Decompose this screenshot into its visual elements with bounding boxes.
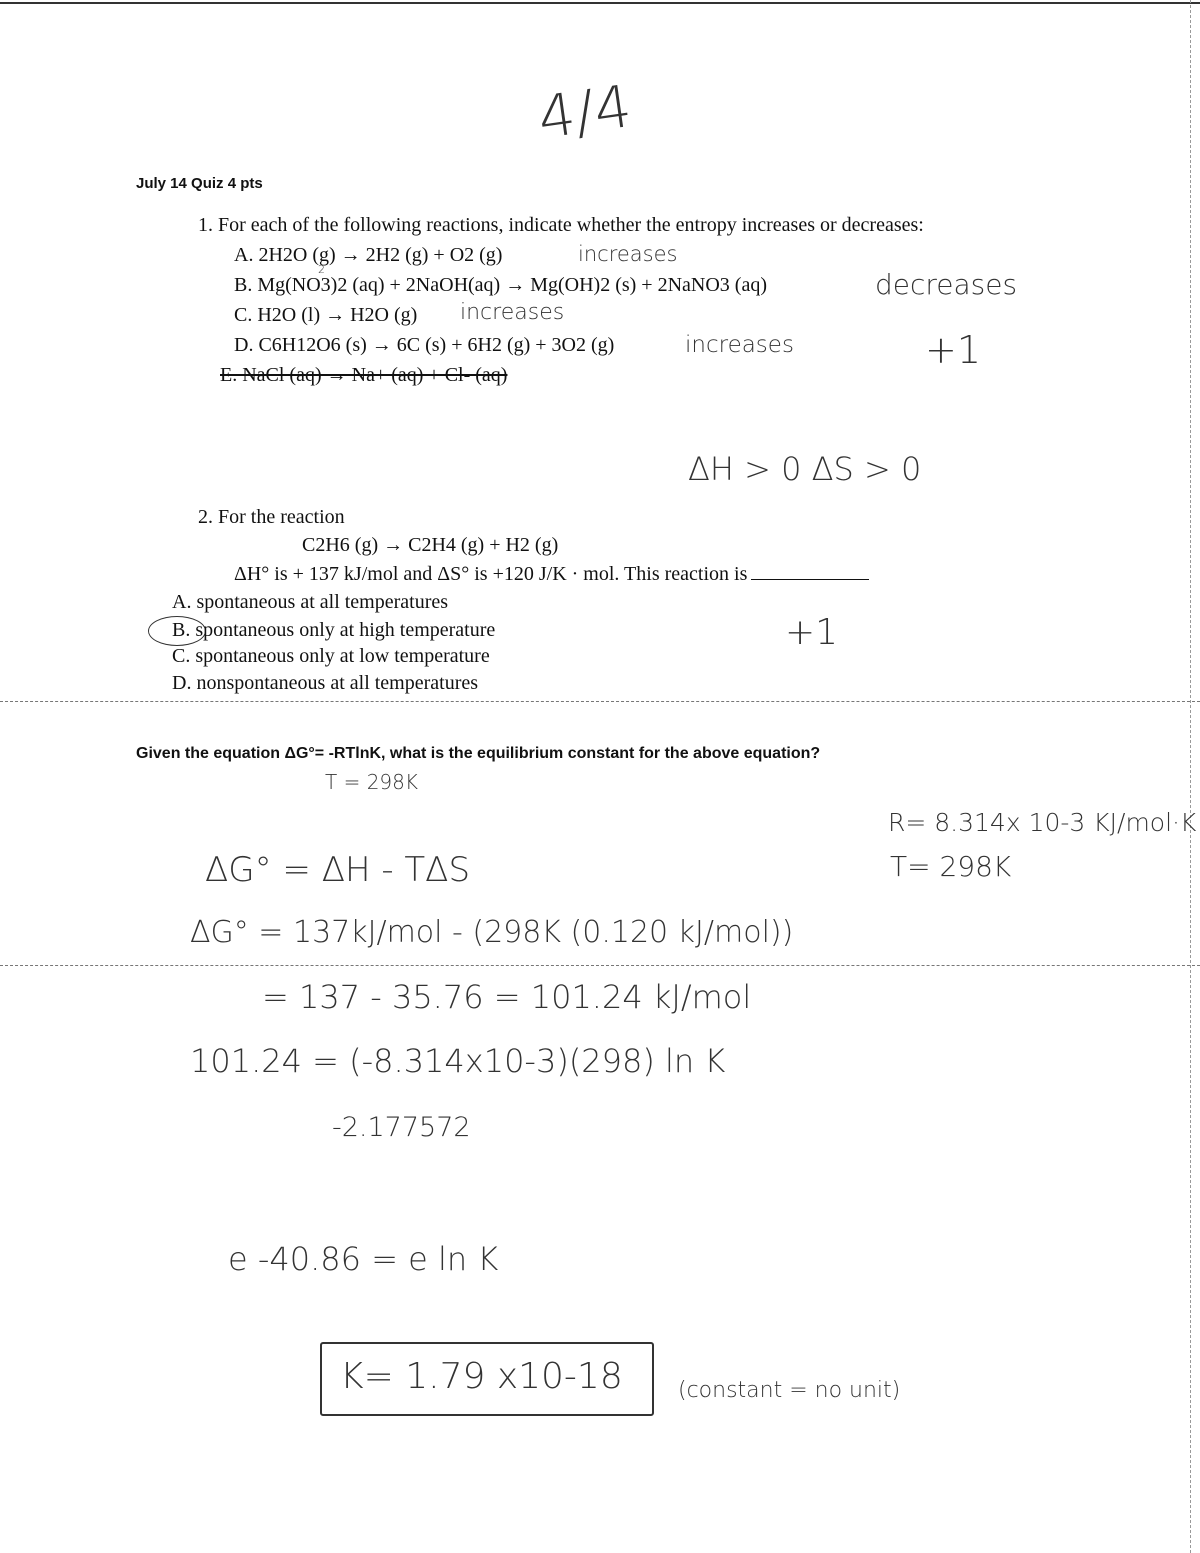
- quiz-title: July 14 Quiz 4 pts: [136, 175, 263, 192]
- q1-prompt: 1. For each of the following reactions, indicate whether the entropy increases or decreases:: [198, 214, 924, 236]
- scan-edge-right: [1190, 0, 1191, 1553]
- q1-mark: +1: [925, 328, 982, 372]
- q2-prompt: 2. For the reaction: [198, 506, 345, 528]
- q2-option-b: B. spontaneous only at high temperature: [172, 619, 496, 641]
- score: 4/4: [533, 71, 636, 153]
- q3-work-line-5: -2.177572: [332, 1112, 471, 1143]
- q1-item-c: C. H2O (l) → H2O (g): [234, 304, 418, 326]
- scan-fold-line-1: [0, 701, 1200, 702]
- q1-item-d-answer: increases: [685, 332, 794, 358]
- q3-work-line-6: e -40.86 = e ln K: [228, 1240, 499, 1278]
- scan-fold-line-2: [0, 965, 1200, 966]
- q1-item-a-answer: increases: [578, 242, 678, 266]
- q1-item-a: A. 2H2O (g) → 2H2 (g) + O2 (g): [234, 244, 503, 266]
- q2-option-d: D. nonspontaneous at all temperatures: [172, 672, 479, 694]
- q3-work-line-1: ΔG° = ΔH - TΔS: [205, 850, 471, 890]
- q3-prompt: Given the equation ΔG°= -RTlnK, what is the equilibrium constant for the above equation?: [136, 745, 821, 762]
- scan-edge-top: [0, 2, 1200, 4]
- q3-constant-t: T= 298K: [890, 850, 1012, 883]
- q3-work-line-3: = 137 - 35.76 = 101.24 kJ/mol: [262, 978, 752, 1016]
- answer-blank: [751, 565, 869, 580]
- q3-work-line-4: 101.24 = (-8.314x10-3)(298) ln K: [190, 1042, 726, 1080]
- q1-item-e-crossed-out: E. NaCl (aq) → Na+ (aq) + Cl- (aq): [220, 364, 508, 386]
- q3-answer-note: (constant = no unit): [678, 1378, 901, 1403]
- q2-option-a: A. spontaneous at all temperatures: [172, 591, 449, 613]
- q3-constant-r: R= 8.314x 10-3 KJ/mol·K: [888, 808, 1197, 837]
- q1-item-a-note: 2: [318, 263, 325, 276]
- q1-item-d: D. C6H12O6 (s) → 6C (s) + 6H2 (g) + 3O2 (g): [234, 334, 615, 356]
- q3-temp: T = 298K: [325, 770, 418, 794]
- q3-work-line-2: ΔG° = 137kJ/mol - (298K (0.120 kJ/mol)): [190, 915, 794, 950]
- q2-mark: +1: [785, 612, 839, 653]
- q2-statement: [234, 563, 869, 586]
- q2-note: ΔH > 0 ΔS > 0: [688, 450, 922, 488]
- q2-statement-text: ΔH° is + 137 kJ/mol and ΔS° is +120 J/K · mol. This reaction is: [234, 563, 748, 585]
- q1-item-c-answer: increases: [460, 300, 565, 325]
- q2-option-c: C. spontaneous only at low temperature: [172, 645, 490, 667]
- q3-final-answer: K= 1.79 x10-18: [340, 1356, 623, 1397]
- q1-item-b-answer: decreases: [875, 268, 1018, 301]
- q2-reaction: C2H6 (g) → C2H4 (g) + H2 (g): [302, 534, 559, 556]
- q1-item-b: B. Mg(NO3)2 (aq) + 2NaOH(aq) → Mg(OH)2 (s) + 2NaNO3 (aq): [234, 274, 767, 296]
